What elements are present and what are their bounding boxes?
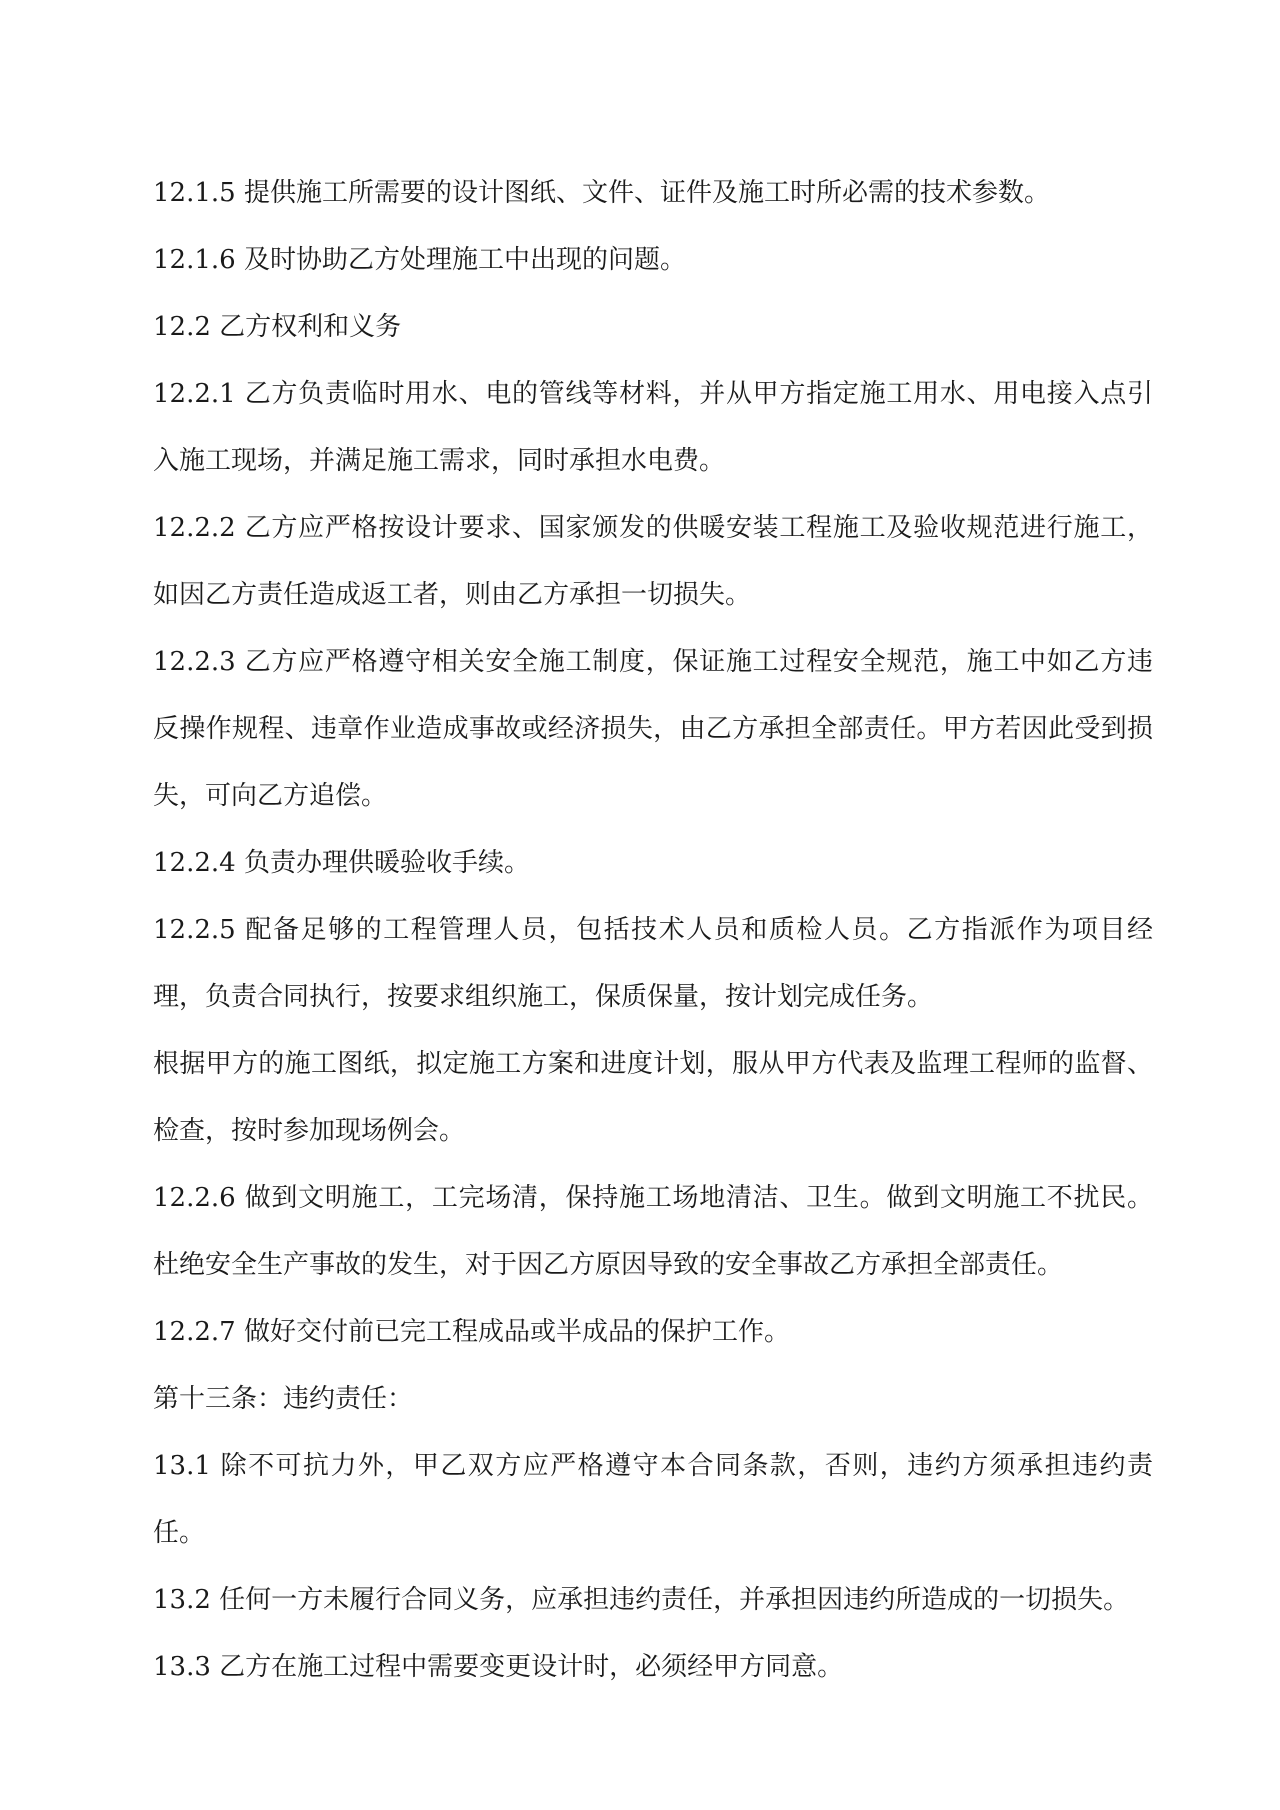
clause-12-2-6: 12.2.6 做到文明施工，工完场清，保持施工场地清洁、卫生。做到文明施工不扰民。杜绝安全生产事故的发生，对于因乙方原因导致的安全事故乙方承担全部责任。: [153, 1183, 1153, 1280]
clause-12-2-7: 12.2.7 做好交付前已完工程成品或半成品的保护工作。: [153, 1317, 790, 1347]
clause-12-1-6: 12.1.6 及时协助乙方处理施工中出现的问题。: [153, 245, 686, 275]
section-12-2-heading: 12.2 乙方权利和义务: [153, 312, 402, 342]
clause-12-2-3: 12.2.3 乙方应严格遵守相关安全施工制度，保证施工过程安全规范，施工中如乙方违反操作规程、违章作业造成事故或经济损失，由乙方承担全部责任。甲方若因此受到损失，可向乙方追偿。: [153, 647, 1153, 811]
article-13-heading: 第十三条：违约责任：: [153, 1384, 414, 1414]
clause-13-3: 13.3 乙方在施工过程中需要变更设计时，必须经甲方同意。: [153, 1652, 844, 1682]
clause-12-2-5: 12.2.5 配备足够的工程管理人员，包括技术人员和质检人员。乙方指派作为项目经理，负责合同执行，按要求组织施工，保质保量，按计划完成任务。: [153, 915, 1153, 1012]
clause-12-2-1: 12.2.1 乙方负责临时用水、电的管线等材料，并从甲方指定施工用水、用电接入点引入施工现场，并满足施工需求，同时承担水电费。: [153, 379, 1153, 476]
clause-13-1: 13.1 除不可抗力外，甲乙双方应严格遵守本合同条款，否则，违约方须承担违约责任。: [153, 1451, 1153, 1548]
clause-13-2: 13.2 任何一方未履行合同义务，应承担违约责任，并承担因违约所造成的一切损失。: [153, 1585, 1130, 1615]
clause-12-2-2: 12.2.2 乙方应严格按设计要求、国家颁发的供暖安装工程施工及验收规范进行施工，如因乙方责任造成返工者，则由乙方承担一切损失。: [153, 513, 1153, 610]
document-page: [153, 160, 1153, 1701]
clause-12-2-4: 12.2.4 负责办理供暖验收手续。: [153, 848, 530, 878]
clause-12-1-5: 12.1.5 提供施工所需要的设计图纸、文件、证件及施工时所必需的技术参数。: [153, 178, 1050, 208]
clause-12-2-5-continued: 根据甲方的施工图纸，拟定施工方案和进度计划，服从甲方代表及监理工程师的监督、检查，按时参加现场例会。: [153, 1049, 1153, 1146]
